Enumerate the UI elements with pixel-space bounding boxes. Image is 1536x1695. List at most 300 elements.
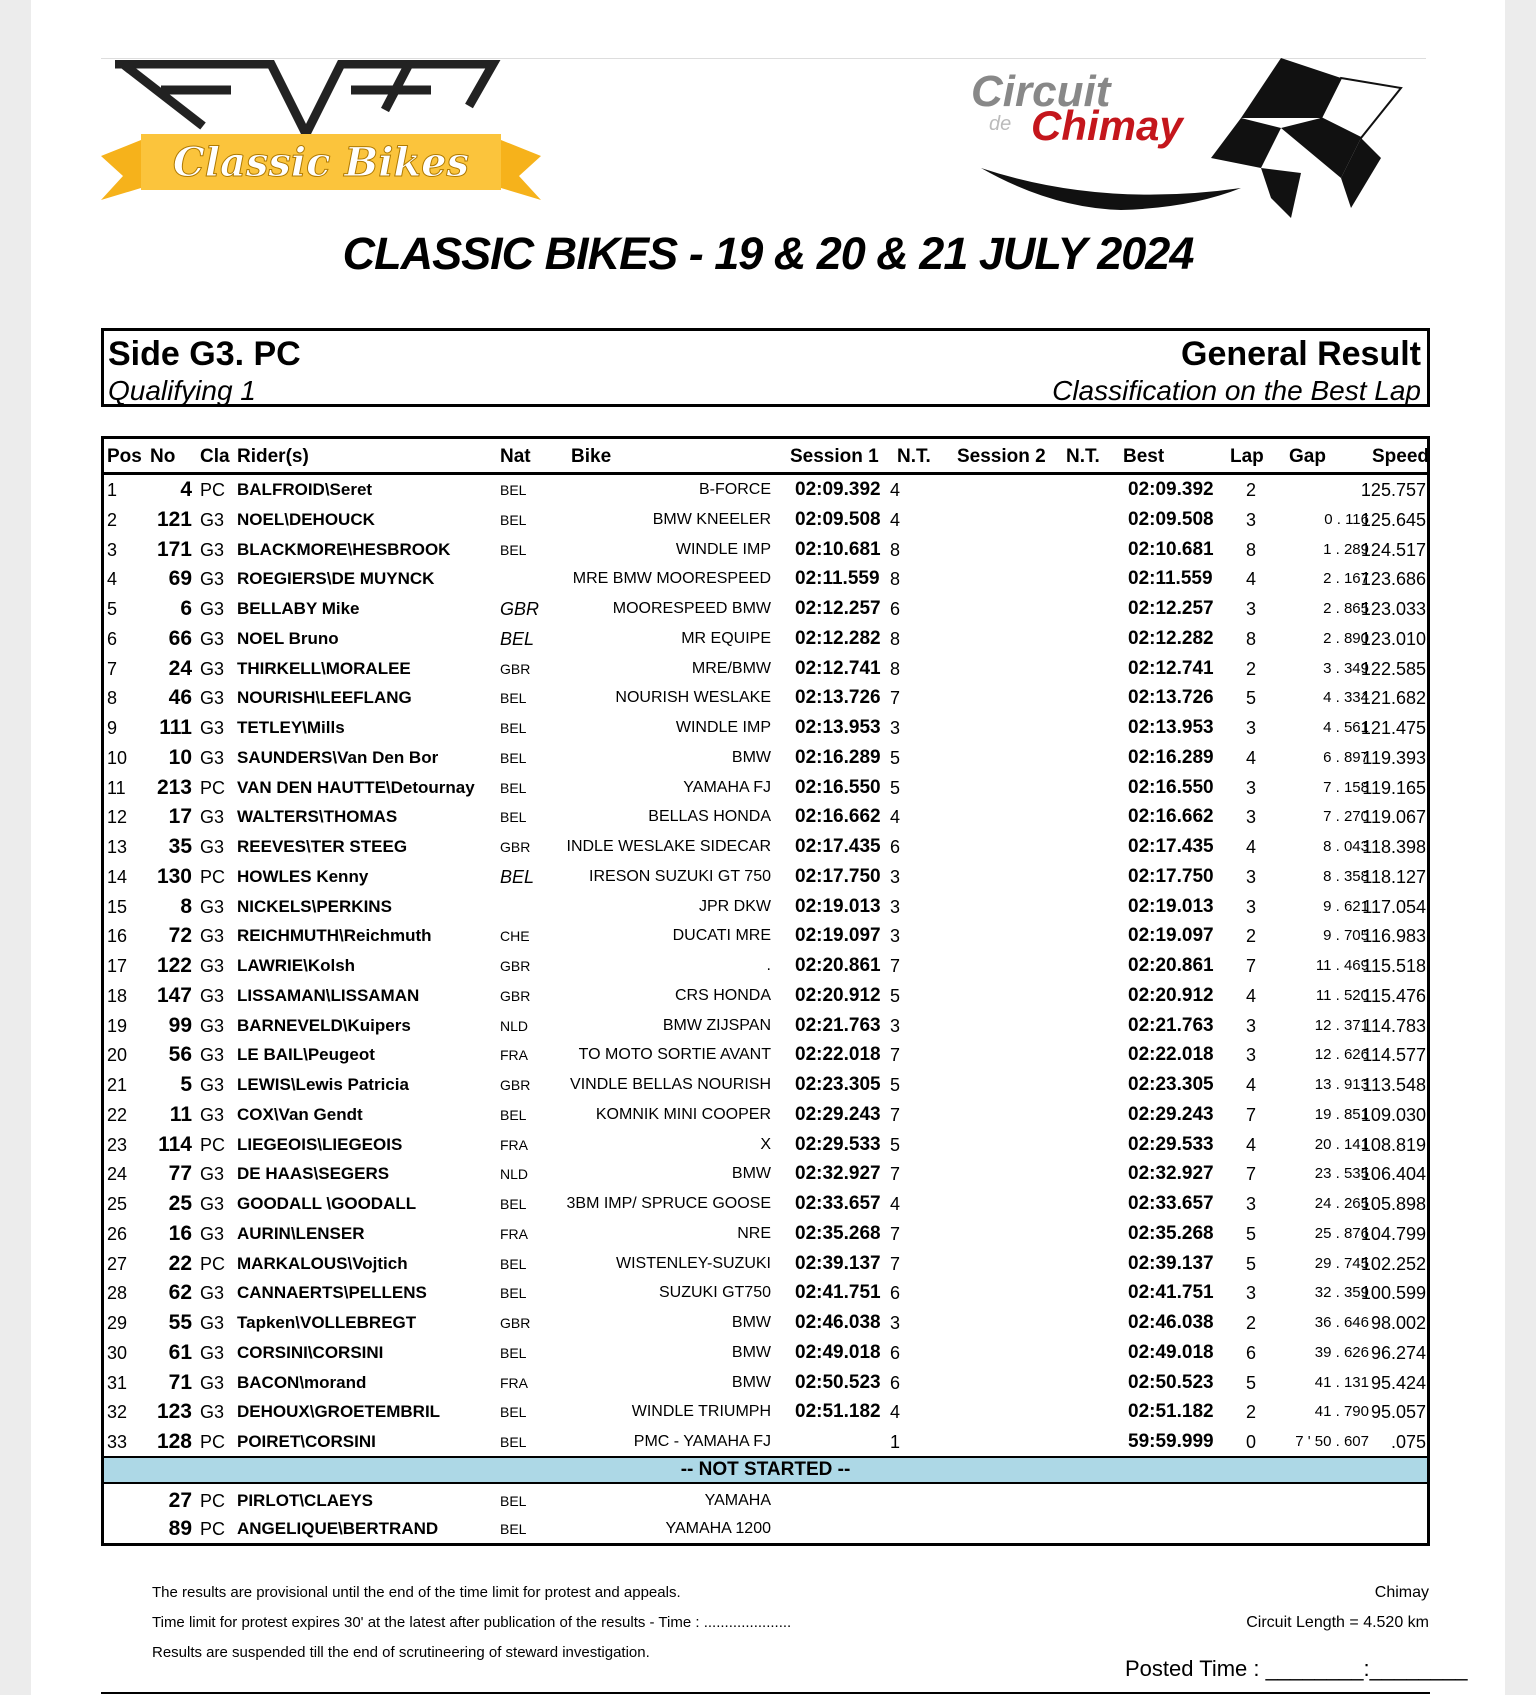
row-session1-time: 02:29.243	[795, 1103, 881, 1125]
row-speed: 121.682	[1360, 688, 1426, 709]
row-class: PC	[200, 777, 226, 798]
row-number: 171	[156, 537, 192, 561]
row-bike: KOMNIK MINI COOPER	[595, 1105, 771, 1123]
row-gap: 20 . 141	[1314, 1135, 1369, 1153]
row-class: G3	[200, 509, 225, 530]
table-row	[104, 505, 1427, 535]
table-row	[104, 862, 1427, 892]
table-row	[104, 475, 1427, 505]
row-session1-time: 02:39.137	[795, 1252, 881, 1274]
not-started-row	[104, 1486, 1427, 1516]
col-nat: Nat	[500, 446, 531, 467]
row-best-lap: 3	[1245, 1194, 1256, 1214]
row-best-time: 02:20.861	[1128, 955, 1214, 976]
row-class: G3	[200, 688, 225, 709]
row-bike: 3BM IMP/ SPRUCE GOOSE	[566, 1195, 771, 1212]
row-nationality: BEL	[500, 749, 527, 766]
row-number: 89	[168, 1516, 192, 1540]
row-pos: 20	[107, 1045, 128, 1066]
row-riders: LAWRIE\Kolsh	[237, 956, 356, 975]
col-best: Best	[1123, 446, 1165, 467]
row-pos: 5	[107, 599, 118, 619]
row-session1-time: 02:35.268	[795, 1222, 881, 1244]
row-speed: 100.599	[1360, 1283, 1426, 1304]
row-class: PC	[200, 1518, 226, 1539]
row-bike: WINDLE TRIUMPH	[631, 1403, 771, 1421]
row-class: G3	[200, 1045, 225, 1066]
row-best-lap: 7	[1245, 956, 1256, 976]
row-session1-time: 02:19.097	[795, 925, 881, 947]
row-speed: 96.274	[1370, 1342, 1426, 1363]
row-bike: VINDLE BELLAS NOURISH	[570, 1076, 771, 1093]
circuit-chimay-logo	[941, 58, 1431, 228]
row-speed: 119.067	[1362, 807, 1426, 828]
row-best-lap: 2	[1245, 480, 1256, 500]
row-bike: YAMAHA 1200	[665, 1519, 771, 1537]
row-nationality: GBR	[500, 660, 531, 677]
row-session1-time: 02:12.257	[795, 598, 881, 619]
row-laps-timed: 1	[889, 1432, 900, 1452]
row-class: G3	[200, 1015, 225, 1036]
row-speed: 104.799	[1360, 1223, 1426, 1244]
row-nationality: FRA	[500, 1374, 528, 1391]
row-bike: WINDLE IMP	[675, 540, 771, 558]
row-best-time: 02:50.523	[1128, 1371, 1214, 1393]
row-nationality: GBR	[500, 1077, 531, 1093]
row-number: 121	[156, 507, 192, 531]
row-bike: YAMAHA	[704, 1492, 771, 1509]
row-number: 22	[168, 1251, 192, 1275]
bottom-divider	[101, 1692, 1430, 1694]
footer-scrutineering-note: Results are suspended till the end of scrutineering of steward investigation.	[152, 1644, 650, 1661]
row-laps-timed: 7	[889, 1253, 900, 1274]
row-pos: 17	[107, 956, 128, 976]
row-class: G3	[200, 956, 225, 976]
row-best-time: 02:51.182	[1128, 1401, 1214, 1423]
table-row	[104, 535, 1427, 565]
row-riders: NOEL Bruno	[237, 628, 339, 648]
row-laps-timed: 7	[889, 1104, 900, 1125]
row-riders: BELLABY Mike	[237, 599, 360, 618]
row-speed: 114.577	[1362, 1045, 1426, 1066]
row-nationality: BEL	[500, 866, 535, 887]
row-best-lap: 3	[1245, 1045, 1256, 1066]
row-speed: 114.783	[1362, 1015, 1426, 1036]
row-session1-time: 02:19.013	[795, 895, 881, 917]
row-number: 114	[158, 1132, 192, 1156]
row-gap: 11 . 520	[1315, 986, 1369, 1004]
row-best-lap: 2	[1245, 1313, 1256, 1333]
row-riders: NICKELS\PERKINS	[237, 896, 392, 916]
footer-circuit-length: Circuit Length = 4.520 km	[1246, 1614, 1429, 1631]
row-nationality: GBR	[500, 1315, 531, 1331]
row-number: 123	[156, 1400, 192, 1424]
row-best-time: 02:12.282	[1128, 627, 1214, 649]
row-riders: THIRKELL\MORALEE	[237, 658, 411, 678]
row-laps-timed: 7	[889, 956, 900, 976]
row-gap: 7 . 158	[1323, 778, 1369, 796]
row-class: G3	[200, 926, 225, 947]
row-best-time: 02:17.750	[1128, 865, 1214, 887]
col-no: No	[150, 446, 176, 467]
row-number: 55	[168, 1311, 192, 1334]
row-bike: PMC - YAMAHA FJ	[633, 1433, 771, 1450]
row-nationality: BEL	[500, 1344, 527, 1361]
row-gap: 7 ' 50 . 607	[1295, 1433, 1369, 1450]
row-pos: 30	[107, 1342, 128, 1363]
row-nationality: BEL	[500, 779, 527, 796]
table-row	[104, 802, 1427, 832]
row-gap: 0 . 116	[1324, 510, 1369, 528]
row-best-lap: 3	[1245, 777, 1256, 798]
row-class: G3	[200, 1283, 225, 1304]
row-class: PC	[200, 1491, 226, 1511]
col-lap: Lap	[1230, 446, 1264, 467]
table-row	[104, 951, 1427, 981]
row-gap: 41 . 131	[1314, 1373, 1369, 1391]
row-best-lap: 4	[1245, 1134, 1256, 1155]
row-nationality: FRA	[500, 1225, 528, 1242]
row-best-time: 02:29.533	[1128, 1133, 1214, 1155]
row-laps-timed: 3	[889, 866, 900, 887]
table-row	[104, 654, 1427, 684]
row-nationality: BEL	[500, 541, 527, 558]
table-row	[104, 832, 1427, 862]
row-riders: LE BAIL\Peugeot	[237, 1045, 375, 1065]
classification-type: Classification on the Best Lap	[1052, 375, 1421, 406]
results-sheet	[31, 0, 1505, 1695]
row-number: 147	[156, 983, 192, 1007]
row-laps-timed: 7	[889, 688, 900, 709]
row-number: 10	[168, 745, 192, 769]
results-table	[101, 436, 1430, 1546]
row-pos: 32	[107, 1402, 128, 1423]
row-riders: POIRET\CORSINI	[237, 1432, 376, 1451]
row-nationality: CHE	[500, 928, 530, 945]
info-box	[101, 328, 1430, 407]
row-laps-timed: 6	[889, 1372, 900, 1393]
table-row	[104, 1338, 1427, 1368]
row-number: 61	[168, 1340, 192, 1364]
row-number: 71	[168, 1370, 192, 1394]
row-best-time: 02:41.751	[1128, 1282, 1214, 1304]
row-pos: 10	[107, 747, 128, 768]
row-pos: 31	[107, 1372, 128, 1393]
table-row	[104, 683, 1427, 713]
row-nationality: GBR	[500, 599, 540, 619]
row-pos: 19	[107, 1015, 128, 1036]
row-gap: 24 . 265	[1314, 1195, 1369, 1212]
row-riders: SAUNDERS\Van Den Bor	[237, 747, 439, 767]
table-row	[104, 564, 1427, 594]
row-best-lap: 6	[1245, 1342, 1256, 1363]
row-bike: .	[766, 957, 771, 974]
row-laps-timed: 8	[889, 628, 900, 649]
row-laps-timed: 8	[889, 539, 900, 560]
row-nationality: NLD	[500, 1017, 529, 1034]
table-row	[104, 1219, 1427, 1249]
row-speed: 123.686	[1360, 569, 1426, 590]
row-session1-time: 02:16.550	[795, 776, 881, 798]
row-nationality: BEL	[500, 1106, 527, 1123]
row-gap: 7 . 270	[1323, 808, 1369, 826]
table-row	[104, 713, 1427, 743]
row-best-time: 02:09.392	[1128, 479, 1214, 500]
row-riders: NOURISH\LEEFLANG	[237, 688, 412, 708]
row-laps-timed: 6	[889, 599, 900, 619]
row-gap: 8 . 043	[1323, 838, 1369, 855]
row-speed: 122.585	[1360, 658, 1426, 679]
row-laps-timed: 4	[889, 1194, 900, 1214]
row-bike: BMW	[731, 1343, 771, 1361]
row-best-time: 02:33.657	[1128, 1193, 1214, 1214]
row-best-time: 02:46.038	[1128, 1312, 1214, 1333]
row-bike: JPR DKW	[699, 897, 771, 915]
row-speed: 121.475	[1360, 718, 1426, 738]
row-best-lap: 7	[1245, 1104, 1256, 1125]
row-laps-timed: 5	[889, 985, 900, 1006]
row-session1-time: 02:49.018	[795, 1341, 881, 1363]
row-bike: BMW	[731, 1165, 771, 1183]
table-header	[104, 439, 1430, 475]
row-session1-time: 02:51.182	[795, 1401, 881, 1423]
row-gap: 12 . 626	[1314, 1046, 1369, 1064]
row-session1-time: 02:13.726	[795, 687, 881, 709]
row-session1-time: 02:33.657	[795, 1193, 881, 1214]
row-class: G3	[200, 658, 225, 679]
col-nt2: N.T.	[1066, 446, 1100, 467]
row-class: G3	[200, 1164, 225, 1185]
row-bike: BMW	[731, 748, 771, 766]
row-riders: PIRLOT\CLAEYS	[237, 1491, 374, 1510]
row-gap: 2 . 890	[1323, 629, 1369, 647]
row-speed: 95.057	[1370, 1402, 1426, 1423]
row-speed: .075	[1390, 1432, 1426, 1452]
row-best-time: 02:21.763	[1128, 1014, 1214, 1036]
row-best-time: 02:29.243	[1128, 1103, 1214, 1125]
row-class: G3	[200, 718, 225, 738]
row-laps-timed: 7	[889, 1045, 900, 1066]
row-class: PC	[200, 866, 226, 887]
table-row	[104, 1368, 1427, 1398]
row-number: 56	[168, 1043, 192, 1067]
row-speed: 115.476	[1362, 985, 1426, 1006]
row-best-time: 02:19.013	[1128, 895, 1214, 917]
row-best-lap: 4	[1245, 569, 1256, 590]
row-nationality: BEL	[500, 511, 527, 528]
row-session1-time: 02:10.681	[795, 538, 881, 560]
row-pos: 8	[107, 688, 118, 709]
row-bike: SUZUKI GT750	[658, 1284, 771, 1302]
row-bike: INDLE WESLAKE SIDECAR	[566, 838, 771, 855]
row-session1-time: 02:20.912	[795, 984, 881, 1006]
row-riders: BACON\morand	[237, 1372, 367, 1392]
row-laps-timed: 5	[889, 777, 900, 798]
row-nationality: BEL	[500, 1520, 527, 1537]
svg-text:de: de	[989, 113, 1012, 135]
col-bike: Bike	[571, 446, 612, 467]
row-best-time: 02:22.018	[1128, 1044, 1214, 1066]
row-best-lap: 3	[1245, 718, 1256, 738]
row-speed: 119.393	[1362, 747, 1426, 768]
svg-text:Chimay: Chimay	[1031, 102, 1183, 149]
row-bike: BELLAS HONDA	[648, 808, 771, 826]
row-best-time: 02:13.953	[1128, 717, 1214, 738]
row-pos: 11	[107, 777, 126, 798]
row-best-lap: 2	[1245, 926, 1256, 947]
table-row	[104, 1397, 1427, 1427]
row-session1-time: 02:41.751	[795, 1282, 881, 1304]
row-nationality: GBR	[500, 987, 531, 1004]
row-best-time: 02:11.559	[1128, 568, 1213, 590]
row-speed: 106.404	[1360, 1164, 1426, 1185]
row-class: G3	[200, 807, 225, 828]
row-pos: 12	[107, 807, 128, 828]
footer-circuit: Chimay	[1374, 1584, 1429, 1601]
row-bike: NRE	[737, 1224, 771, 1242]
row-laps-timed: 6	[889, 1283, 900, 1304]
row-riders: BLACKMORE\HESBROOK	[237, 539, 451, 559]
col-session2: Session 2	[957, 446, 1046, 467]
row-session1-time: 02:50.523	[795, 1371, 881, 1393]
row-speed: 117.054	[1362, 896, 1426, 917]
row-pos: 6	[107, 628, 118, 649]
row-best-time: 02:16.662	[1128, 806, 1214, 828]
row-bike: IRESON SUZUKI GT 750	[589, 867, 771, 885]
row-gap: 8 . 358	[1323, 867, 1369, 885]
row-pos: 13	[107, 837, 128, 857]
row-session1-time: 02:29.533	[795, 1133, 881, 1155]
row-number: 62	[168, 1281, 192, 1305]
row-number: 5	[180, 1073, 192, 1096]
row-laps-timed: 4	[889, 1402, 900, 1423]
row-riders: CANNAERTS\PELLENS	[237, 1283, 427, 1303]
col-rider: Rider(s)	[237, 446, 309, 467]
table-row	[104, 1189, 1427, 1219]
row-pos: 21	[107, 1075, 128, 1095]
not-started-banner: -- NOT STARTED --	[104, 1456, 1427, 1484]
row-riders: VAN DEN HAUTTE\Detournay	[237, 777, 475, 797]
row-best-lap: 5	[1245, 1372, 1256, 1393]
row-speed: 118.127	[1362, 866, 1426, 887]
table-row	[104, 1070, 1427, 1100]
table-row	[104, 921, 1427, 951]
row-riders: LIEGEOIS\LIEGEOIS	[237, 1134, 403, 1154]
row-gap: 39 . 626	[1314, 1343, 1369, 1361]
row-pos: 22	[107, 1104, 128, 1125]
row-session1-time: 02:09.392	[795, 479, 881, 500]
table-row	[104, 1159, 1427, 1189]
row-pos: 4	[107, 569, 118, 590]
row-speed: 116.983	[1362, 926, 1426, 947]
row-best-lap: 5	[1245, 1253, 1256, 1274]
table-row	[104, 743, 1427, 773]
row-class: G3	[200, 539, 225, 560]
row-number: 213	[156, 775, 192, 799]
row-number: 69	[168, 567, 192, 591]
row-nationality: BEL	[500, 1404, 527, 1421]
row-class: G3	[200, 747, 225, 768]
posted-time: Posted Time : ________:________	[1125, 1656, 1468, 1681]
row-laps-timed: 6	[889, 1342, 900, 1363]
row-session1-time: 02:32.927	[795, 1163, 881, 1185]
svg-text:Circuit: Circuit	[971, 67, 1111, 116]
classic-bikes-logo-text: Classic Bikes	[172, 139, 470, 186]
row-nationality: BEL	[500, 809, 527, 826]
row-speed: 113.548	[1362, 1075, 1426, 1095]
row-pos: 15	[107, 896, 128, 917]
row-session1-time: 02:12.741	[795, 657, 881, 679]
row-number: 77	[168, 1162, 192, 1186]
row-speed: 123.033	[1360, 599, 1426, 619]
row-pos: 14	[107, 866, 128, 887]
row-nationality: BEL	[500, 1493, 527, 1509]
col-session1: Session 1	[790, 446, 879, 467]
table-row	[104, 1278, 1427, 1308]
row-bike: BMW ZIJSPAN	[662, 1016, 771, 1034]
row-bike: BMW	[731, 1373, 771, 1391]
row-session1-time: 02:17.750	[795, 865, 881, 887]
row-best-time: 02:19.097	[1128, 925, 1214, 947]
row-number: 24	[168, 656, 192, 680]
row-nationality: GBR	[500, 958, 531, 974]
row-gap: 19 . 851	[1314, 1105, 1369, 1123]
row-laps-timed: 4	[889, 480, 900, 500]
row-speed: 118.398	[1362, 837, 1426, 857]
row-nationality: BEL	[500, 482, 527, 498]
row-best-lap: 3	[1245, 1015, 1256, 1036]
row-pos: 3	[107, 539, 118, 560]
table-row	[104, 1427, 1427, 1457]
row-class: PC	[200, 1432, 226, 1452]
row-gap: 3 . 349	[1323, 659, 1369, 677]
row-speed: 108.819	[1360, 1134, 1426, 1155]
row-session1-time: 02:17.435	[795, 836, 881, 857]
row-best-lap: 8	[1245, 539, 1256, 560]
row-class: G3	[200, 1342, 225, 1363]
col-pos: Pos	[107, 446, 142, 467]
row-number: 8	[180, 894, 192, 918]
row-session1-time: 02:13.953	[795, 717, 881, 738]
row-gap: 9 . 705	[1323, 927, 1369, 945]
row-session1-time: 02:20.861	[795, 955, 881, 976]
row-class: PC	[200, 480, 226, 500]
row-riders: NOEL\DEHOUCK	[237, 509, 375, 529]
row-bike: YAMAHA FJ	[683, 778, 771, 796]
row-nationality: BEL	[500, 720, 527, 736]
row-session1-time: 02:46.038	[795, 1312, 881, 1333]
row-pos: 25	[107, 1194, 128, 1214]
row-pos: 23	[107, 1134, 128, 1155]
row-pos: 2	[107, 509, 118, 530]
row-riders: DE HAAS\SEGERS	[237, 1164, 390, 1184]
table-row	[104, 1249, 1427, 1279]
row-best-lap: 4	[1245, 747, 1256, 768]
row-class: G3	[200, 1372, 225, 1393]
row-riders: WALTERS\THOMAS	[237, 807, 398, 827]
row-riders: BALFROID\Seret	[237, 480, 373, 499]
row-riders: CORSINI\CORSINI	[237, 1342, 384, 1362]
row-best-time: 02:17.435	[1128, 836, 1214, 857]
row-best-time: 02:39.137	[1128, 1252, 1214, 1274]
row-gap: 12 . 371	[1314, 1016, 1369, 1034]
row-number: 27	[168, 1489, 192, 1512]
row-speed: 105.898	[1360, 1194, 1426, 1214]
row-riders: ROEGIERS\DE MUYNCK	[237, 569, 435, 589]
row-speed: 125.645	[1360, 509, 1426, 530]
row-best-time: 02:23.305	[1128, 1074, 1214, 1095]
row-speed: 125.757	[1360, 480, 1426, 500]
